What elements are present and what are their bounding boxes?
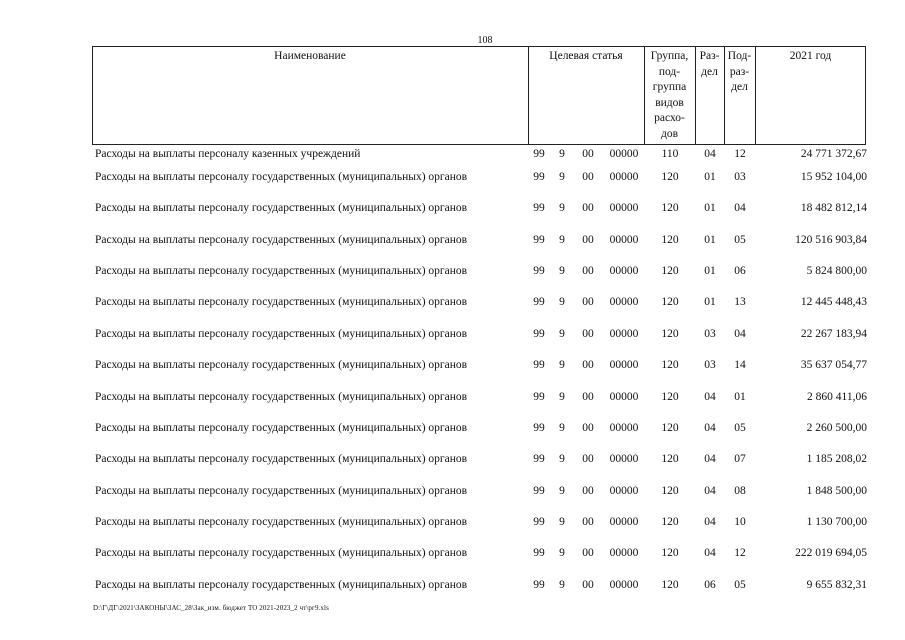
row-name: Расходы на выплаты персоналу государственных (муниципальных) органов bbox=[95, 359, 468, 371]
table-row bbox=[0, 451, 905, 467]
table-row bbox=[0, 483, 905, 499]
row-code-direction: 00 bbox=[582, 453, 594, 465]
row-group: 120 bbox=[661, 422, 679, 434]
row-code-program: 99 bbox=[533, 453, 545, 465]
header-target-article: Целевая статья bbox=[549, 50, 623, 62]
row-code-direction: 00 bbox=[582, 296, 594, 308]
row-name: Расходы на выплаты персоналу государственных (муниципальных) органов bbox=[95, 234, 468, 246]
header-group-line: расхо- bbox=[654, 112, 685, 124]
row-amount: 2 860 411,06 bbox=[807, 391, 867, 403]
row-code-program: 99 bbox=[533, 516, 545, 528]
footer-file-path: D:\Г\ДГ\2021\ЗАКОНЫ\ЗАС_28\Зак_изм. бюджет ТО 2021-2023_2 чт\рг9.xls bbox=[93, 604, 329, 612]
table-row bbox=[0, 514, 905, 530]
row-code-article: 00000 bbox=[609, 202, 639, 214]
row-code-direction: 00 bbox=[582, 422, 594, 434]
row-code-program: 99 bbox=[533, 547, 545, 559]
row-code-direction: 00 bbox=[582, 391, 594, 403]
row-podrazdel: 07 bbox=[734, 453, 746, 465]
row-group: 120 bbox=[661, 453, 679, 465]
row-group: 120 bbox=[661, 391, 679, 403]
row-podrazdel: 05 bbox=[734, 579, 746, 591]
row-code-direction: 00 bbox=[582, 148, 594, 160]
row-code-subprogram: 9 bbox=[559, 453, 565, 465]
header-group-line: дов bbox=[660, 127, 679, 140]
row-group: 120 bbox=[661, 579, 679, 591]
row-podrazdel: 14 bbox=[734, 359, 746, 371]
row-podrazdel: 13 bbox=[734, 296, 746, 308]
row-code-direction: 00 bbox=[582, 516, 594, 528]
row-razdel: 01 bbox=[704, 234, 716, 246]
row-code-subprogram: 9 bbox=[559, 422, 565, 434]
row-group: 120 bbox=[661, 202, 679, 214]
row-name: Расходы на выплаты персоналу казенных учреждений bbox=[95, 148, 361, 160]
page-number: 108 bbox=[477, 35, 493, 46]
row-amount: 222 019 694,05 bbox=[795, 547, 867, 559]
row-podrazdel: 03 bbox=[734, 171, 746, 183]
row-code-program: 99 bbox=[533, 202, 545, 214]
row-code-program: 99 bbox=[533, 391, 545, 403]
table-row bbox=[0, 146, 905, 162]
row-code-direction: 00 bbox=[582, 328, 594, 340]
row-code-article: 00000 bbox=[609, 296, 639, 308]
row-amount: 22 267 183,94 bbox=[800, 328, 867, 340]
row-code-article: 00000 bbox=[609, 234, 639, 246]
header-podrazdel-line: дел bbox=[731, 81, 748, 93]
row-name: Расходы на выплаты персоналу государственных (муниципальных) органов bbox=[95, 453, 468, 465]
row-podrazdel: 12 bbox=[734, 547, 746, 559]
row-group: 120 bbox=[661, 516, 679, 528]
row-code-program: 99 bbox=[533, 296, 545, 308]
row-amount: 120 516 903,84 bbox=[795, 234, 867, 246]
row-razdel: 04 bbox=[704, 485, 716, 497]
row-code-direction: 00 bbox=[582, 547, 594, 559]
row-code-article: 00000 bbox=[609, 547, 639, 559]
row-code-article: 00000 bbox=[609, 516, 639, 528]
row-code-subprogram: 9 bbox=[559, 328, 565, 340]
row-group: 120 bbox=[661, 265, 679, 277]
row-code-program: 99 bbox=[533, 359, 545, 371]
row-amount: 18 482 812,14 bbox=[800, 202, 867, 214]
row-code-subprogram: 9 bbox=[559, 202, 565, 214]
row-amount: 24 771 372,67 bbox=[800, 148, 867, 160]
header-podrazdel-line: Под- bbox=[727, 50, 752, 62]
row-code-program: 99 bbox=[533, 579, 545, 591]
table-row bbox=[0, 294, 905, 310]
table-row bbox=[0, 420, 905, 436]
row-razdel: 04 bbox=[704, 547, 716, 559]
row-razdel: 03 bbox=[704, 359, 716, 371]
row-amount: 1 130 700,00 bbox=[806, 516, 867, 528]
row-name: Расходы на выплаты персоналу государственных (муниципальных) органов bbox=[95, 485, 468, 497]
header-razdel-line: Раз- bbox=[699, 50, 720, 62]
row-podrazdel: 05 bbox=[734, 422, 746, 434]
row-podrazdel: 05 bbox=[734, 234, 746, 246]
row-code-subprogram: 9 bbox=[559, 579, 565, 591]
row-group: 120 bbox=[661, 328, 679, 340]
row-code-program: 99 bbox=[533, 148, 545, 160]
table-row bbox=[0, 232, 905, 248]
row-code-article: 00000 bbox=[609, 328, 639, 340]
row-podrazdel: 04 bbox=[734, 202, 746, 214]
table-row bbox=[0, 263, 905, 279]
table-row bbox=[0, 545, 905, 561]
row-razdel: 04 bbox=[704, 148, 716, 160]
row-group: 120 bbox=[661, 547, 679, 559]
row-code-direction: 00 bbox=[582, 202, 594, 214]
row-code-direction: 00 bbox=[582, 234, 594, 246]
row-code-article: 00000 bbox=[609, 579, 639, 591]
row-code-subprogram: 9 bbox=[559, 516, 565, 528]
row-code-program: 99 bbox=[533, 328, 545, 340]
table-row bbox=[0, 389, 905, 405]
row-code-program: 99 bbox=[533, 265, 545, 277]
row-code-program: 99 bbox=[533, 234, 545, 246]
row-name: Расходы на выплаты персоналу государственных (муниципальных) органов bbox=[95, 265, 468, 277]
row-name: Расходы на выплаты персоналу государственных (муниципальных) органов bbox=[95, 422, 468, 434]
row-code-subprogram: 9 bbox=[559, 485, 565, 497]
row-code-subprogram: 9 bbox=[559, 265, 565, 277]
row-code-program: 99 bbox=[533, 422, 545, 434]
row-code-subprogram: 9 bbox=[559, 547, 565, 559]
row-code-article: 00000 bbox=[609, 453, 639, 465]
header-razdel-line: дел bbox=[701, 65, 718, 78]
row-amount: 1 185 208,02 bbox=[806, 453, 867, 465]
row-razdel: 06 bbox=[704, 579, 716, 591]
table-row bbox=[0, 577, 905, 593]
row-amount: 35 637 054,77 bbox=[800, 359, 867, 371]
row-code-direction: 00 bbox=[582, 579, 594, 591]
row-amount: 1 848 500,00 bbox=[806, 485, 867, 497]
row-name: Расходы на выплаты персоналу государственных (муниципальных) органов bbox=[95, 516, 468, 528]
row-name: Расходы на выплаты персоналу государственных (муниципальных) органов bbox=[95, 328, 468, 340]
row-name: Расходы на выплаты персоналу государственных (муниципальных) органов bbox=[95, 296, 468, 308]
header-name: Наименование bbox=[274, 50, 346, 62]
row-name: Расходы на выплаты персоналу государственных (муниципальных) органов bbox=[95, 391, 468, 403]
row-amount: 12 445 448,43 bbox=[800, 296, 867, 308]
row-amount: 15 952 104,00 bbox=[800, 171, 867, 183]
row-code-article: 00000 bbox=[609, 391, 639, 403]
row-code-direction: 00 bbox=[582, 265, 594, 277]
row-razdel: 04 bbox=[704, 422, 716, 434]
table-row bbox=[0, 357, 905, 373]
row-code-subprogram: 9 bbox=[559, 148, 565, 160]
row-amount: 2 260 500,00 bbox=[806, 422, 867, 434]
row-code-article: 00000 bbox=[609, 265, 639, 277]
row-code-article: 00000 bbox=[609, 359, 639, 371]
row-amount: 9 655 832,31 bbox=[806, 579, 867, 591]
row-code-program: 99 bbox=[533, 485, 545, 497]
row-code-article: 00000 bbox=[609, 485, 639, 497]
row-podrazdel: 10 bbox=[734, 516, 746, 528]
row-code-subprogram: 9 bbox=[559, 391, 565, 403]
table-row bbox=[0, 200, 905, 216]
row-code-article: 00000 bbox=[609, 171, 639, 183]
row-razdel: 04 bbox=[704, 453, 716, 465]
header-podrazdel-line: раз- bbox=[729, 65, 750, 78]
row-group: 120 bbox=[661, 296, 679, 308]
header-podrazdel bbox=[724, 49, 755, 96]
row-podrazdel: 08 bbox=[734, 485, 746, 497]
row-razdel: 04 bbox=[704, 391, 716, 403]
header-group-line: видов bbox=[655, 96, 684, 109]
row-razdel: 04 bbox=[704, 516, 716, 528]
row-code-program: 99 bbox=[533, 171, 545, 183]
row-name: Расходы на выплаты персоналу государственных (муниципальных) органов bbox=[95, 171, 468, 183]
row-podrazdel: 01 bbox=[734, 391, 746, 403]
row-razdel: 01 bbox=[704, 265, 716, 277]
row-razdel: 01 bbox=[704, 171, 716, 183]
row-code-subprogram: 9 bbox=[559, 296, 565, 308]
row-code-subprogram: 9 bbox=[559, 171, 565, 183]
row-amount: 5 824 800,00 bbox=[806, 265, 867, 277]
table-row bbox=[0, 326, 905, 342]
row-group: 120 bbox=[661, 171, 679, 183]
row-podrazdel: 12 bbox=[734, 148, 746, 160]
row-name: Расходы на выплаты персоналу государственных (муниципальных) органов bbox=[95, 202, 468, 214]
header-group-line: Группа, bbox=[650, 50, 689, 62]
row-name: Расходы на выплаты персоналу государственных (муниципальных) органов bbox=[95, 579, 468, 591]
row-code-article: 00000 bbox=[609, 422, 639, 434]
row-group: 110 bbox=[661, 148, 679, 160]
row-group: 120 bbox=[661, 234, 679, 246]
row-razdel: 01 bbox=[704, 202, 716, 214]
row-code-direction: 00 bbox=[582, 359, 594, 371]
row-group: 120 bbox=[661, 359, 679, 371]
header-group bbox=[644, 49, 695, 142]
row-name: Расходы на выплаты персоналу государственных (муниципальных) органов bbox=[95, 547, 468, 559]
header-group-line: группа bbox=[652, 81, 687, 93]
header-year: 2021 год bbox=[789, 50, 832, 62]
row-razdel: 03 bbox=[704, 328, 716, 340]
row-code-article: 00000 bbox=[609, 148, 639, 160]
row-group: 120 bbox=[661, 485, 679, 497]
row-podrazdel: 04 bbox=[734, 328, 746, 340]
row-code-direction: 00 bbox=[582, 171, 594, 183]
header-razdel bbox=[695, 49, 724, 80]
table-row bbox=[0, 169, 905, 185]
row-podrazdel: 06 bbox=[734, 265, 746, 277]
row-code-subprogram: 9 bbox=[559, 234, 565, 246]
row-razdel: 01 bbox=[704, 296, 716, 308]
header-group-line: под- bbox=[658, 65, 681, 78]
row-code-direction: 00 bbox=[582, 485, 594, 497]
row-code-subprogram: 9 bbox=[559, 359, 565, 371]
